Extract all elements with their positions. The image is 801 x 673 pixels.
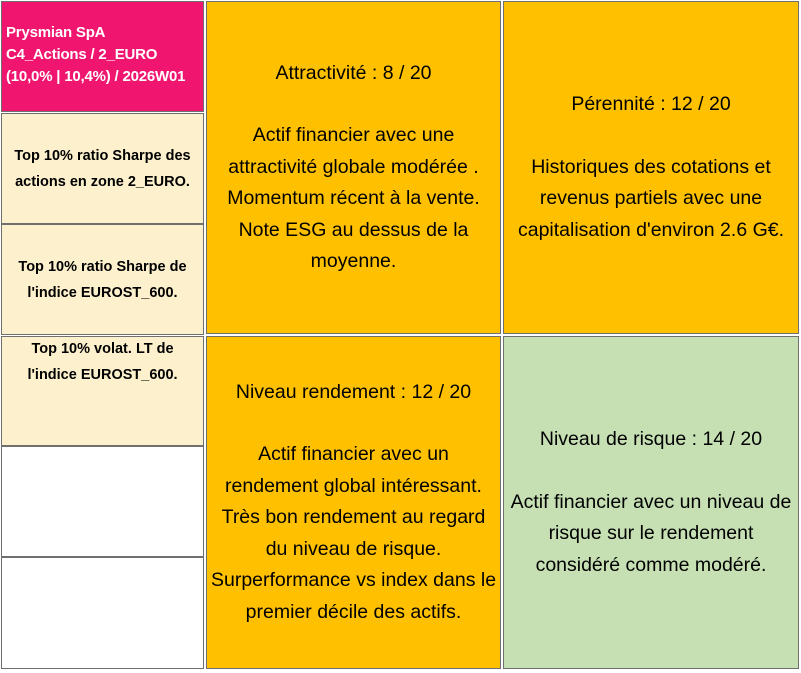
risque-panel bbox=[503, 336, 799, 669]
asset-category: C4_Actions / 2_EURO bbox=[6, 46, 158, 63]
tag-line: actions en zone 2_EURO. bbox=[15, 173, 190, 190]
asset-period: (10,0% | 10,4%) / 2026W01 bbox=[6, 68, 186, 85]
tag-volat-index bbox=[1, 336, 204, 446]
tag-sharpe-zone bbox=[1, 113, 204, 224]
text-line: revenus partiels avec une bbox=[539, 187, 763, 209]
tag-line: Top 10% ratio Sharpe des bbox=[14, 147, 191, 164]
asset-name: Prysmian SpA bbox=[6, 24, 106, 41]
rendement-title: Niveau rendement : 12 / 20 bbox=[235, 380, 472, 403]
empty-tag-cell bbox=[1, 446, 204, 557]
text-line: risque sur le rendement bbox=[548, 522, 754, 544]
tag-line: Top 10% volat. LT de bbox=[31, 341, 174, 357]
text-line: premier décile des actifs. bbox=[245, 600, 462, 623]
text-line: attractivité globale modérée . bbox=[228, 155, 479, 178]
tag-sharpe-index bbox=[1, 224, 204, 335]
perennite-panel bbox=[503, 1, 799, 334]
empty-tag-cell bbox=[1, 557, 204, 669]
risque-title: Niveau de risque : 14 / 20 bbox=[539, 428, 763, 450]
asset-header bbox=[1, 1, 204, 112]
tag-line: l'indice EUROST_600. bbox=[27, 367, 178, 383]
attractivite-body bbox=[227, 120, 480, 278]
tag-line: l'indice EUROST_600. bbox=[27, 284, 178, 301]
text-line: Note ESG au dessus de la bbox=[238, 218, 469, 241]
text-line: Très bon rendement au regard bbox=[221, 506, 486, 529]
tag-line: Top 10% ratio Sharpe de bbox=[18, 258, 187, 275]
text-line: Actif financier avec un niveau de bbox=[510, 490, 792, 513]
text-line: moyenne. bbox=[310, 250, 397, 272]
text-line: Historiques des cotations et bbox=[531, 155, 771, 178]
text-line: rendement global intéressant. bbox=[225, 474, 482, 497]
text-line: du niveau de risque. bbox=[265, 537, 442, 560]
attractivite-panel bbox=[206, 1, 501, 334]
perennite-title: Pérennité : 12 / 20 bbox=[571, 93, 731, 115]
text-line: Actif financier avec une bbox=[252, 124, 455, 146]
text-line: capitalisation d'environ 2.6 G€. bbox=[517, 218, 785, 241]
attractivite-title: Attractivité : 8 / 20 bbox=[275, 61, 432, 84]
text-line: Momentum récent à la vente. bbox=[227, 187, 480, 209]
text-line: considéré comme modéré. bbox=[535, 553, 767, 576]
text-line: Surperformance vs index dans le bbox=[210, 569, 497, 592]
rendement-panel bbox=[206, 336, 501, 669]
risque-body bbox=[511, 487, 792, 582]
text-line: Actif financier avec un bbox=[258, 443, 449, 466]
perennite-body bbox=[518, 152, 784, 247]
rendement-body bbox=[211, 439, 496, 628]
